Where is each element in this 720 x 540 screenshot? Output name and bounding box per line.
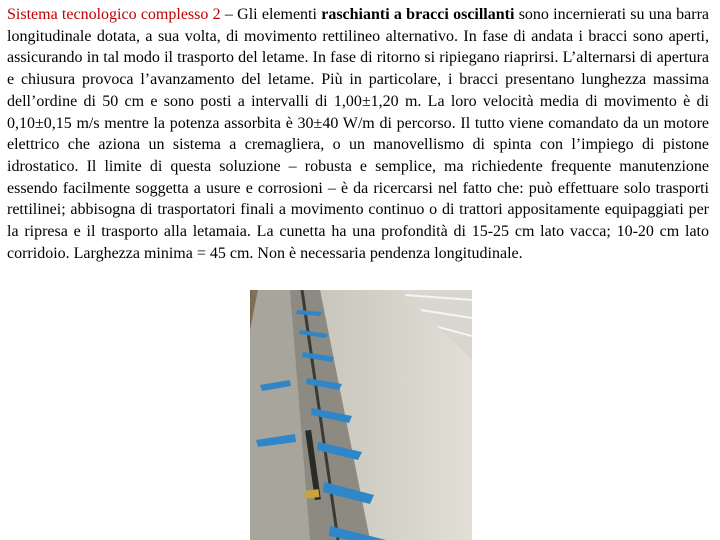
bold-term: raschianti a bracci oscillanti [321, 6, 515, 23]
heading: Sistema tecnologico complesso 2 [7, 6, 221, 23]
barn-floor-scraper-photo [250, 290, 472, 540]
body-text: sono incernierati su una barra longitudinale dotata, a sua volta, di movimento rettilineo alternativo. In fase di andata i bracci sono aperti, assicurando in tal modo il trasporto del letame. In fase di ritorno si ripiegano riaprirsi. L’alternarsi di apertura e chiusura provoca l’avanzamento del letame. Più in particolare, i bracci presentano lunghezza massima dell’ordine di 50 cm e sono posti a intervalli di 1,00±1,20 m. La loro velocità media di movimento è di 0,10±0,15 m/s mentre la potenza assorbita è 30±40 W/m di percorso. Il tutto viene comandato da un motore elettrico che aziona un sistema a cremagliera, o un manovellismo di spinta con l’impiego di pistone idrostatico. Il limite di questa soluzione – robusta e semplice, ma richiedente frequente manutenzione essendo facilmente soggetta a usure e corrosioni – è da ricercarsi nel fatto che: può effettuare solo trasporti rettilinei; abbisogna di trasportatori finali a movimento continuo o di trattori appositamente equipaggiati per la ripresa e il trasporto alla letamaia. La cunetta ha una profondità di 15-25 cm lato vacca; 10-20 cm lato corridoio. Larghezza minima = 45 cm. Non è necessaria pendenza longitudinale. [7, 6, 709, 262]
text-block [7, 4, 709, 264]
dash-text: – Gli elementi [220, 6, 322, 23]
paragraph [7, 4, 709, 264]
